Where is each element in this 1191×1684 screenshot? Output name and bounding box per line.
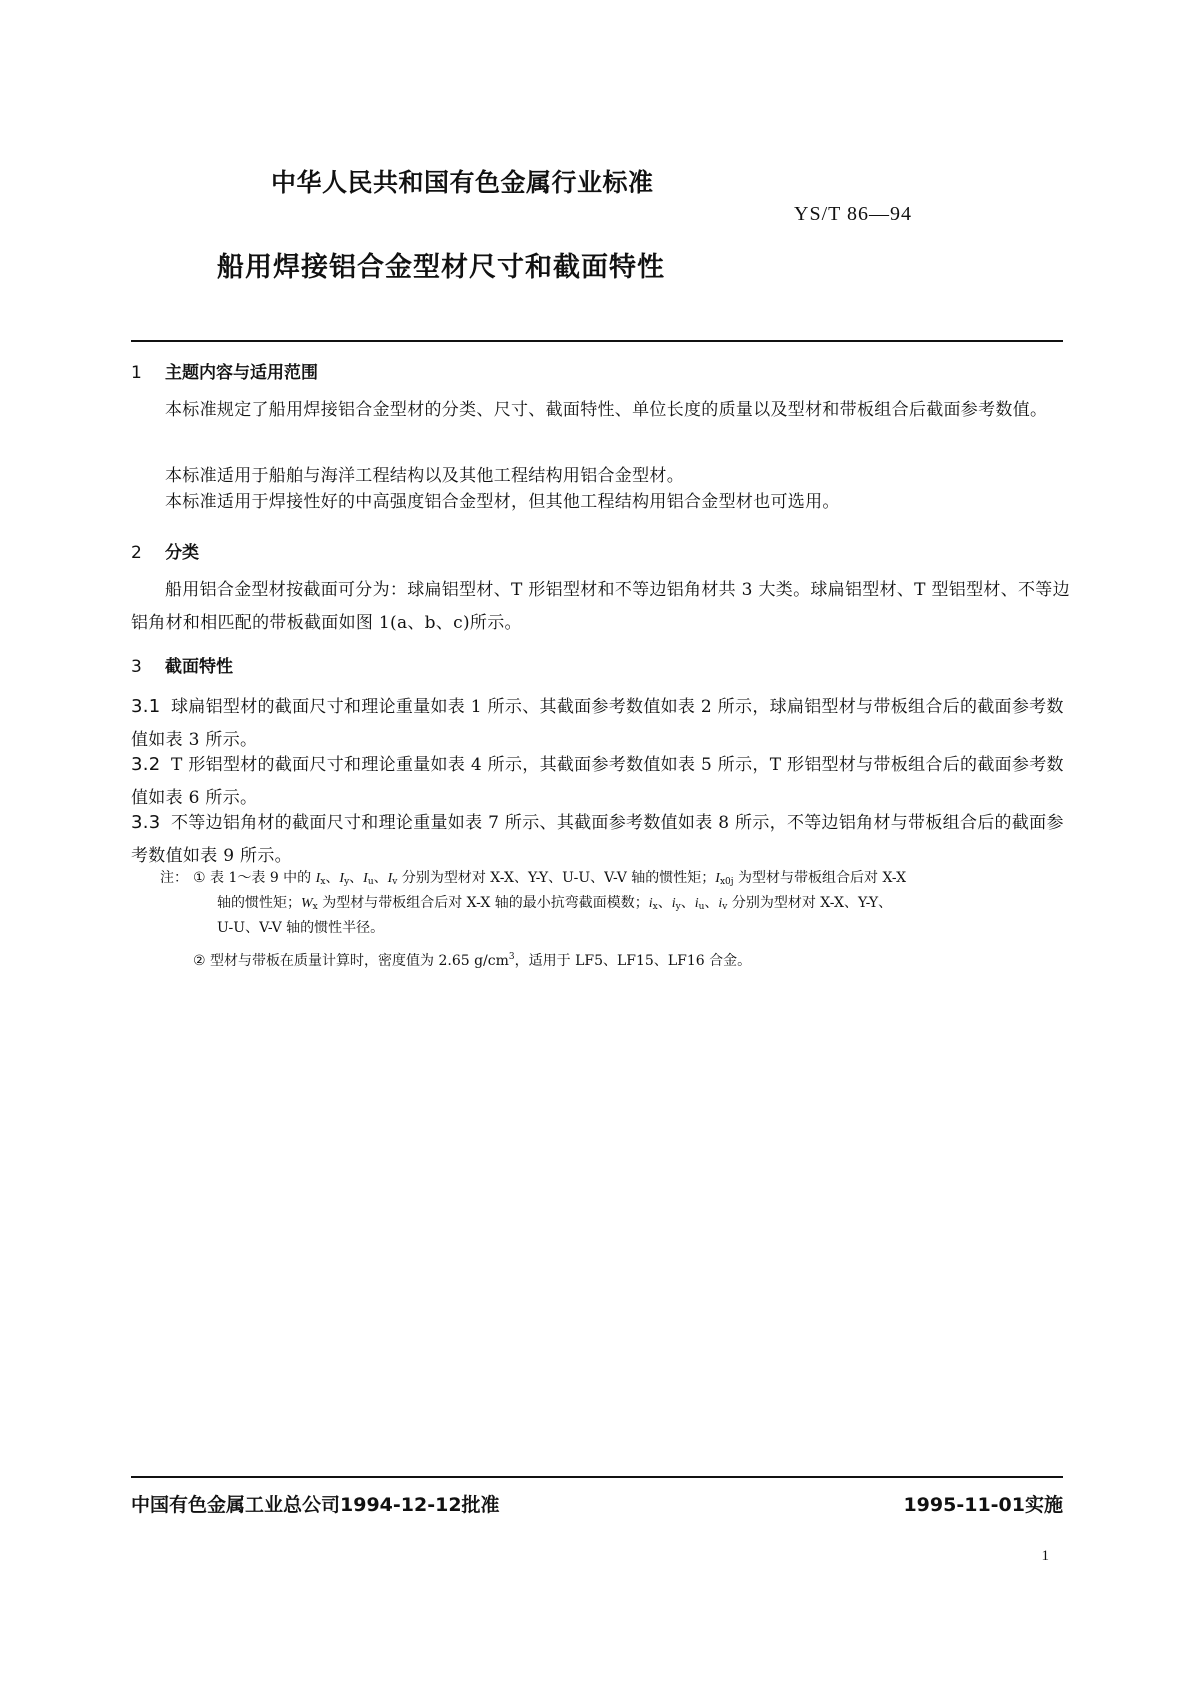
section-number: 3	[131, 657, 142, 677]
section-2-heading	[131, 538, 199, 563]
section-1-para-2: 本标准适用于船舶与海洋工程结构以及其他工程结构用铝合金型材。	[165, 466, 684, 486]
approval-info: 中国有色金属工业总公司1994-12-12批准	[131, 1494, 500, 1516]
effective-date: 1995-11-01实施	[903, 1494, 1063, 1516]
footer-rule	[131, 1476, 1063, 1478]
subsection-3-1: 3.1 球扁铝型材的截面尺寸和理论重量如表 1 所示、其截面参考数值如表 2 所示，球扁铝型材与带板组合后的截面参考数值如表 3 所示。	[131, 696, 1064, 750]
page-number: 1	[1041, 1548, 1049, 1564]
section-number: 2	[131, 543, 142, 563]
section-title: 分类	[165, 543, 199, 563]
document-title: 船用焊接铝合金型材尺寸和截面特性	[217, 252, 665, 283]
note-1-line-3: U-U、V-V 轴的惯性半径。	[217, 920, 385, 936]
subsection-3-3: 3.3 不等边铝角材的截面尺寸和理论重量如表 7 所示、其截面参考数值如表 8 所示，不等边铝角材与带板组合后的截面参考数值如表 9 所示。	[131, 812, 1064, 866]
section-1-para-3: 本标准适用于焊接性好的中高强度铝合金型材，但其他工程结构用铝合金型材也可选用。	[165, 492, 840, 512]
standard-code: YS/T 86—94	[794, 203, 912, 225]
section-1-heading	[131, 358, 318, 383]
note-2: ② 型材与带板在质量计算时，密度值为 2.65 $g/cm^3$，适用于 LF5、LF15、LF16 合金。	[193, 952, 752, 969]
section-2-para-1: 船用铝合金型材按截面可分为：球扁铝型材、T 形铝型材和不等边铝角材共 3 大类。球扁铝型材、T 型铝型材、不等边铝角材和相匹配的带板截面如图 1(a、b、c)所示。	[131, 580, 1070, 633]
section-1-para-1: 本标准规定了船用焊接铝合金型材的分类、尺寸、截面特性、单位长度的质量以及型材和带板组合后截面参考数值。	[165, 400, 1048, 420]
section-3-heading	[131, 652, 233, 677]
note-1: 注： ① 表 1～表 9 中的 $I_x$、$I_y$、$I_u$、$I_v$ 分别为型材对 X-X、Y-Y、U-U、V-V 轴的惯性矩；$I_{x0j}$ 为型材与带板组合后对 X-X	[160, 870, 907, 887]
section-title: 截面特性	[165, 657, 233, 677]
subsection-3-2: 3.2 T 形铝型材的截面尺寸和理论重量如表 4 所示，其截面参考数值如表 5 所示，T 形铝型材与带板组合后的截面参考数值如表 6 所示。	[131, 754, 1064, 808]
header-rule	[131, 340, 1063, 342]
standard-body: 中华人民共和国有色金属行业标准	[271, 168, 654, 197]
section-title: 主题内容与适用范围	[165, 363, 318, 383]
note-1-line-2: 轴的惯性矩；$W_x$ 为型材与带板组合后对 X-X 轴的最小抗弯截面模数；$i_x$、$i_y$、$i_u$、$i_v$ 分别为型材对 X-X、Y-Y、	[217, 895, 893, 912]
section-number: 1	[131, 363, 142, 383]
